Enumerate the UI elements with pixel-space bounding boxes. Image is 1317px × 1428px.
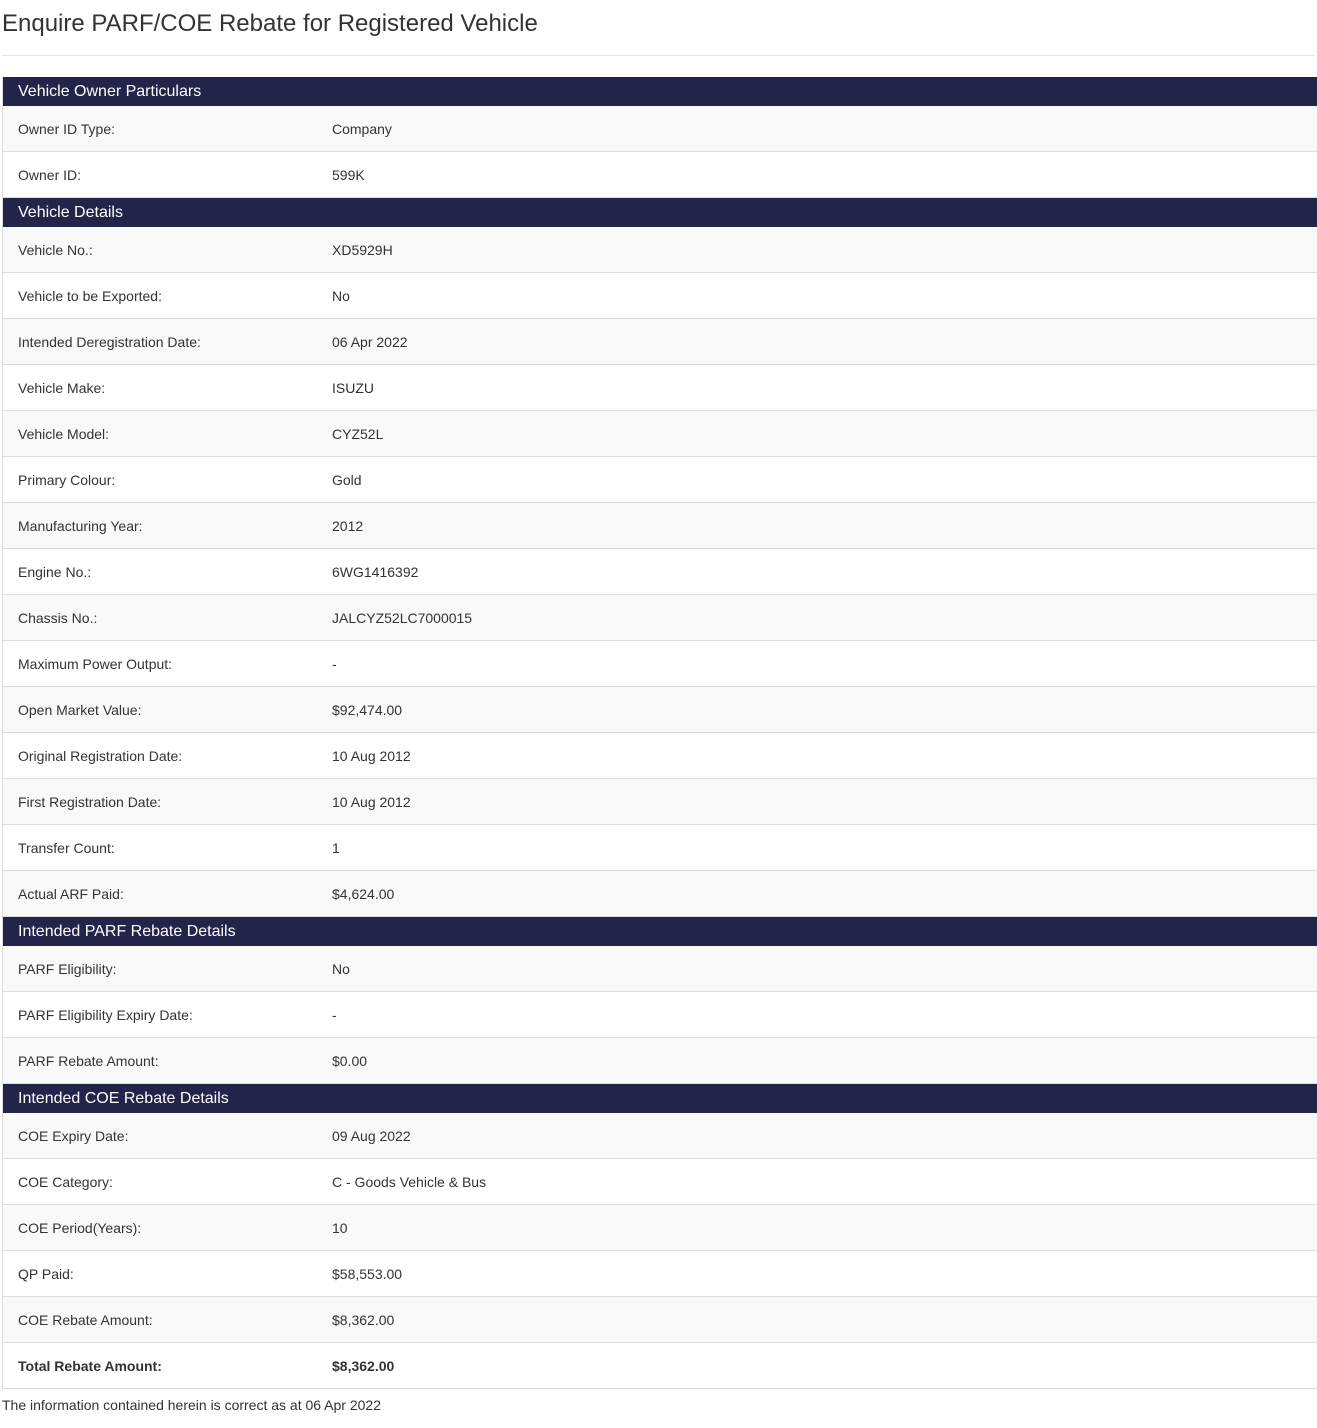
field-value: 2012 (332, 517, 364, 534)
row-qp-paid (3, 1251, 1317, 1297)
field-label: Owner ID Type: (18, 120, 116, 137)
field-value: 1 (332, 839, 340, 856)
field-value: 6WG1416392 (332, 563, 419, 580)
field-label: Owner ID: (18, 166, 82, 183)
field-label: PARF Rebate Amount: (18, 1052, 159, 1069)
row-open-market-value (3, 687, 1317, 733)
row-actual-arf-paid (3, 871, 1317, 917)
row-max-power-output (3, 641, 1317, 687)
field-label: COE Expiry Date: (18, 1127, 129, 1144)
field-value: $58,553.00 (332, 1265, 403, 1282)
field-label: QP Paid: (18, 1265, 74, 1282)
field-label: COE Period(Years): (18, 1219, 142, 1236)
field-label: Total Rebate Amount: (18, 1357, 162, 1374)
field-value: 06 Apr 2022 (332, 333, 408, 350)
field-label: PARF Eligibility Expiry Date: (18, 1006, 193, 1023)
section-header-vehicle: Vehicle Details (3, 198, 1317, 227)
row-coe-expiry-date (3, 1113, 1317, 1159)
field-value: $8,362.00 (332, 1311, 395, 1328)
field-value: $4,624.00 (332, 885, 395, 902)
section-header-parf: Intended PARF Rebate Details (3, 917, 1317, 946)
field-value: - (332, 1006, 337, 1023)
field-label: Primary Colour: (18, 471, 116, 488)
field-label: COE Category: (18, 1173, 113, 1190)
row-parf-eligibility (3, 946, 1317, 992)
field-value: CYZ52L (332, 425, 384, 442)
row-coe-category (3, 1159, 1317, 1205)
field-value: C - Goods Vehicle & Bus (332, 1173, 487, 1190)
field-label: PARF Eligibility: (18, 960, 117, 977)
row-deregistration-date (3, 319, 1317, 365)
field-value: - (332, 655, 337, 672)
row-vehicle-no (3, 227, 1317, 273)
field-value: No (332, 960, 350, 977)
field-value: 09 Aug 2022 (332, 1127, 411, 1144)
row-transfer-count (3, 825, 1317, 871)
field-label: Vehicle to be Exported: (18, 287, 162, 304)
row-chassis-no (3, 595, 1317, 641)
row-coe-period (3, 1205, 1317, 1251)
row-primary-colour (3, 457, 1317, 503)
field-label: Engine No.: (18, 563, 92, 580)
page-title: Enquire PARF/COE Rebate for Registered Vehicle (2, 0, 1315, 56)
row-parf-rebate-amount (3, 1038, 1317, 1084)
field-label: Actual ARF Paid: (18, 885, 124, 902)
field-value: ISUZU (332, 379, 374, 396)
row-vehicle-model (3, 411, 1317, 457)
field-value: JALCYZ52LC7000015 (332, 609, 473, 626)
field-value: 10 (332, 1219, 348, 1236)
field-label: Vehicle No.: (18, 241, 93, 258)
row-total-rebate-amount (3, 1343, 1317, 1388)
field-value: Gold (332, 471, 362, 488)
field-label: First Registration Date: (18, 793, 162, 810)
field-label: Vehicle Model: (18, 425, 110, 442)
information-disclaimer: The information contained herein is correct as at 06 Apr 2022 (2, 1397, 381, 1413)
rebate-details-table (2, 77, 1317, 1389)
field-value: 10 Aug 2012 (332, 793, 411, 810)
field-label: Vehicle Make: (18, 379, 106, 396)
field-value: $0.00 (332, 1052, 368, 1069)
row-vehicle-make (3, 365, 1317, 411)
field-value: 10 Aug 2012 (332, 747, 411, 764)
field-value: No (332, 287, 350, 304)
field-value: Company (332, 120, 392, 137)
field-value: $8,362.00 (332, 1357, 395, 1374)
row-manufacturing-year (3, 503, 1317, 549)
field-label: COE Rebate Amount: (18, 1311, 153, 1328)
field-value: 599K (332, 166, 365, 183)
row-vehicle-exported (3, 273, 1317, 319)
field-label: Intended Deregistration Date: (18, 333, 201, 350)
row-engine-no (3, 549, 1317, 595)
row-first-registration-date (3, 779, 1317, 825)
section-header-coe: Intended COE Rebate Details (3, 1084, 1317, 1113)
section-header-owner: Vehicle Owner Particulars (3, 77, 1317, 106)
field-label: Manufacturing Year: (18, 517, 143, 534)
field-label: Transfer Count: (18, 839, 115, 856)
field-label: Original Registration Date: (18, 747, 183, 764)
row-parf-eligibility-expiry (3, 992, 1317, 1038)
row-coe-rebate-amount (3, 1297, 1317, 1343)
row-owner-id-type (3, 106, 1317, 152)
field-label: Chassis No.: (18, 609, 98, 626)
row-owner-id (3, 152, 1317, 198)
field-label: Open Market Value: (18, 701, 142, 718)
field-label: Maximum Power Output: (18, 655, 173, 672)
row-original-registration-date (3, 733, 1317, 779)
field-value: $92,474.00 (332, 701, 403, 718)
field-value: XD5929H (332, 241, 393, 258)
